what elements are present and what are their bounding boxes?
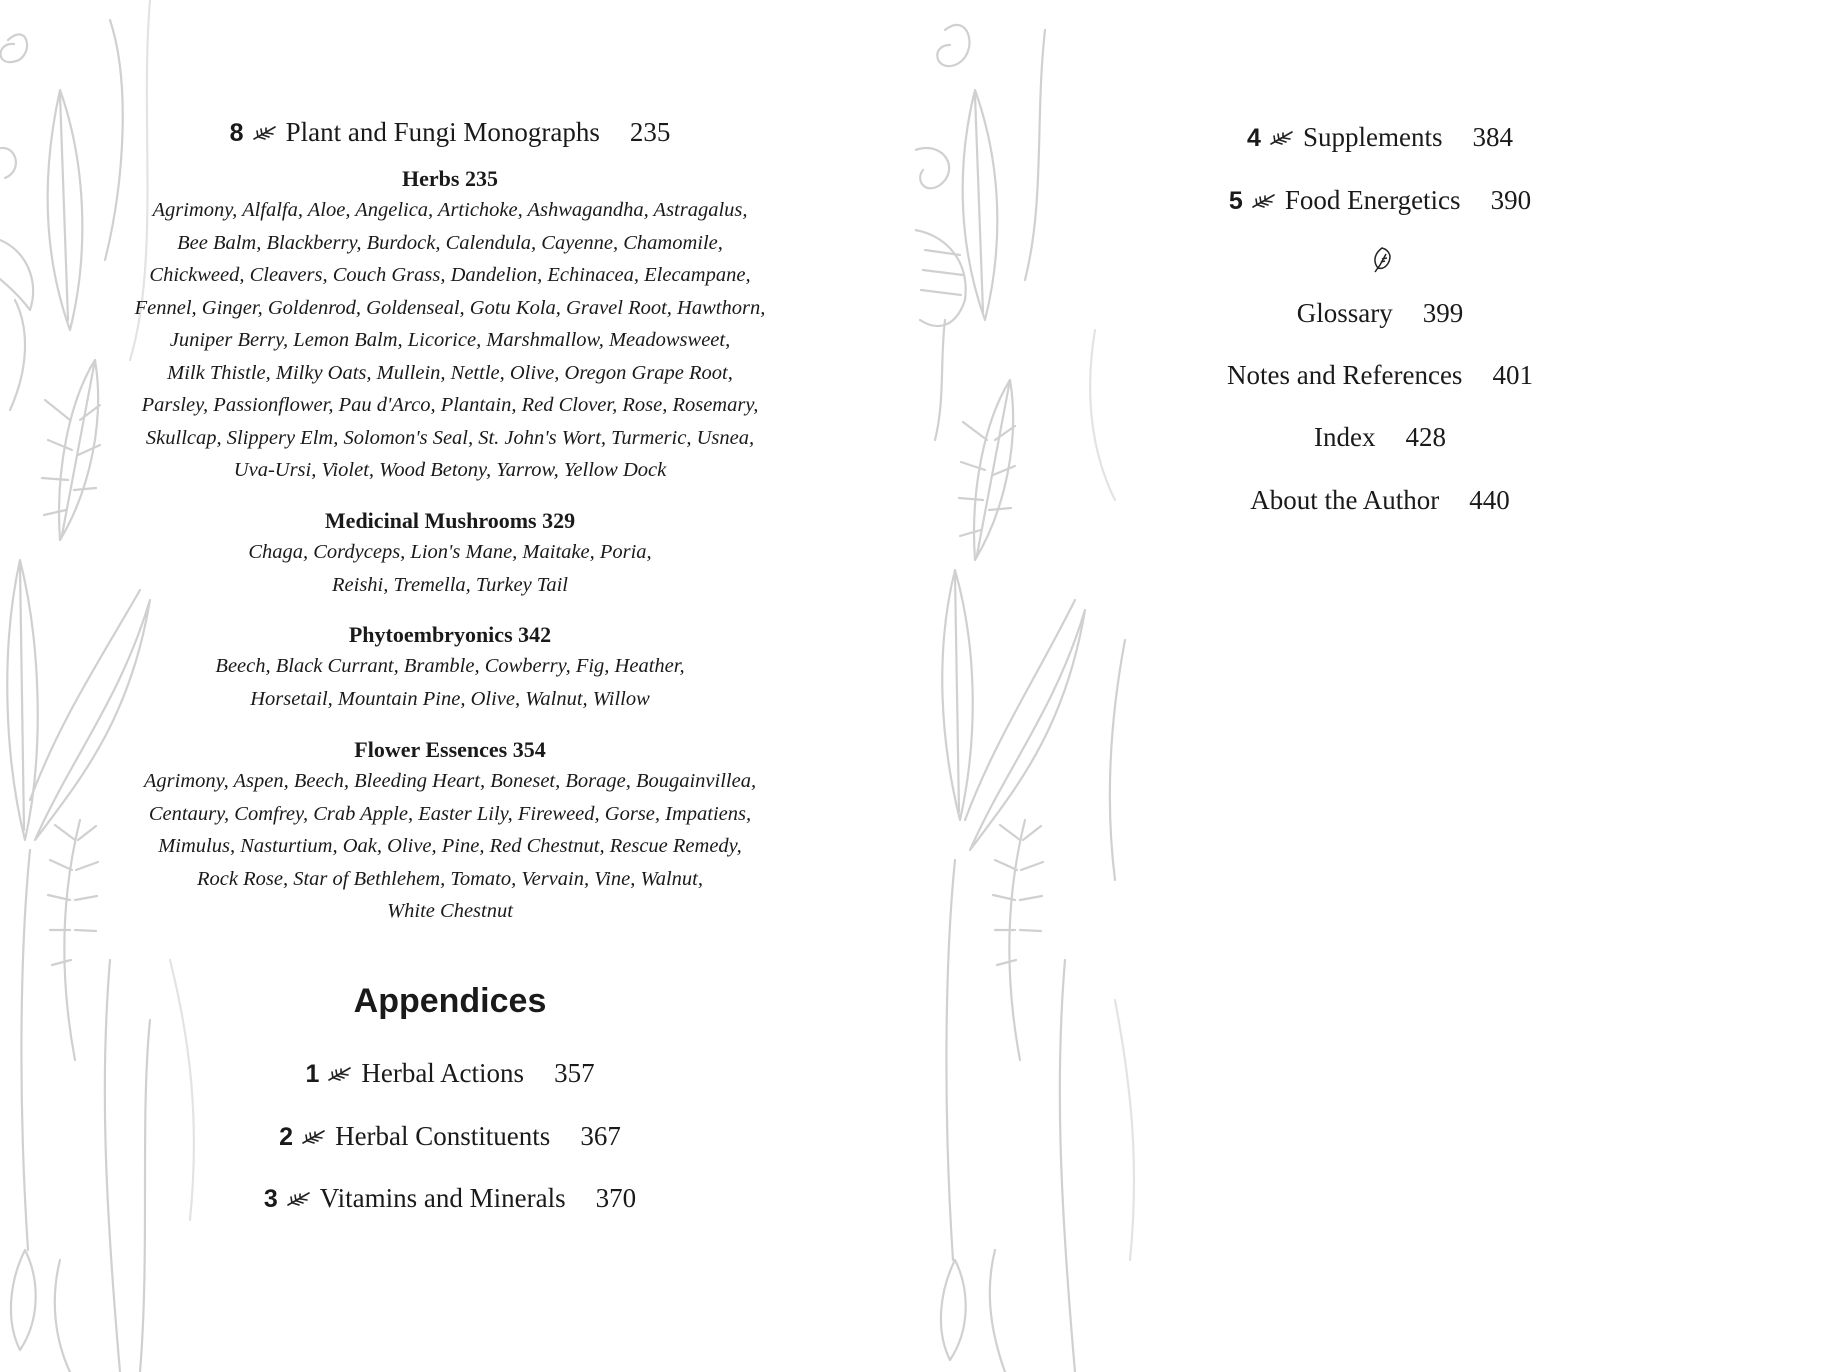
section-text-line: Agrimony, Alfalfa, Aloe, Angelica, Artichoke, Ashwagandha, Astragalus,	[152, 199, 748, 221]
section-heading[interactable]: Herbs 235	[402, 166, 498, 191]
appendix-5-entry[interactable]	[1000, 185, 1760, 216]
appendix-3-entry[interactable]	[100, 1183, 800, 1214]
appendix-number: 3	[263, 1185, 278, 1213]
back-matter-title: Index	[1314, 422, 1376, 452]
fern-icon	[1252, 193, 1276, 209]
section-text-line: Horsetail, Mountain Pine, Olive, Walnut, Willow	[250, 687, 650, 710]
section-heading[interactable]: Phytoembryonics 342	[348, 622, 552, 647]
appendix-2-entry[interactable]	[100, 1121, 800, 1152]
about-the-author-entry[interactable]	[1000, 485, 1760, 516]
appendix-number: 1	[305, 1060, 320, 1088]
fern-icon	[253, 125, 277, 141]
section-heading[interactable]: Flower Essences 354	[354, 737, 546, 762]
section-text-line: Rock Rose, Star of Bethlehem, Tomato, Vervain, Vine, Walnut,	[197, 867, 703, 890]
appendix-page-number: 384	[1472, 122, 1513, 152]
appendix-page-number: 357	[554, 1058, 595, 1088]
section-heading[interactable]: Medicinal Mushrooms 329	[324, 508, 576, 533]
fern-icon	[287, 1191, 311, 1207]
chapter-title: Plant and Fungi Monographs	[285, 117, 600, 147]
appendix-page-number: 390	[1490, 185, 1532, 215]
appendix-number: 2	[279, 1123, 294, 1151]
section-text-line: Uva-Ursi, Violet, Wood Betony, Yarrow, Yellow Dock	[233, 459, 667, 481]
section-text-line: Mimulus, Nasturtium, Oak, Olive, Pine, Red Chestnut, Rescue Remedy,	[158, 835, 742, 857]
appendix-4-entry[interactable]	[1000, 122, 1760, 153]
chapter-page-number: 235	[629, 117, 671, 147]
appendix-title: Food Energetics	[1284, 185, 1461, 215]
back-matter-page-number: 401	[1492, 360, 1533, 390]
section-text-line: Fennel, Ginger, Goldenrod, Goldenseal, Gotu Kola, Gravel Root, Hawthorn,	[134, 296, 766, 319]
appendix-title: Vitamins and Minerals	[319, 1183, 566, 1213]
section-text-line: Juniper Berry, Lemon Balm, Licorice, Marshmallow, Meadowsweet,	[169, 329, 731, 351]
section-text-line: White Chestnut	[387, 900, 513, 922]
fern-icon	[328, 1066, 352, 1082]
section-text-line: Beech, Black Currant, Bramble, Cowberry, Fig, Heather,	[215, 655, 685, 677]
toc-section-herbs	[100, 164, 800, 487]
leaf-ornament-icon	[1370, 246, 1394, 274]
fern-icon	[302, 1129, 326, 1145]
back-matter-title: About the Author	[1250, 485, 1440, 515]
section-text-line: Centaury, Comfrey, Crab Apple, Easter Lily, Fireweed, Gorse, Impatiens,	[148, 802, 752, 825]
appendix-page-number: 367	[580, 1121, 621, 1151]
section-text-line: Bee Balm, Blackberry, Burdock, Calendula, Cayenne, Chamomile,	[177, 231, 723, 254]
notes-and-references-entry[interactable]	[1000, 360, 1760, 391]
back-matter-title: Notes and References	[1227, 360, 1463, 390]
glossary-entry[interactable]	[1000, 298, 1760, 329]
back-matter-page-number: 399	[1422, 298, 1464, 328]
appendix-title: Supplements	[1302, 122, 1443, 152]
section-text-line: Reishi, Tremella, Turkey Tail	[332, 573, 568, 596]
appendix-title: Herbal Constituents	[335, 1121, 551, 1151]
section-text-line: Chaga, Cordyceps, Lion's Mane, Maitake, Poria,	[248, 541, 652, 563]
toc-section-phytoembryonics	[100, 620, 800, 715]
section-text-line: Skullcap, Slippery Elm, Solomon's Seal, St. John's Wort, Turmeric, Usnea,	[145, 426, 755, 449]
fern-icon	[1270, 130, 1294, 146]
section-text-line: Chickweed, Cleavers, Couch Grass, Dandelion, Echinacea, Elecampane,	[149, 264, 751, 286]
section-text-line: Milk Thistle, Milky Oats, Mullein, Nettle, Olive, Oregon Grape Root,	[167, 361, 733, 384]
appendices-heading: Appendices	[353, 982, 547, 1020]
index-entry[interactable]	[1000, 422, 1760, 453]
appendix-number: 4	[1247, 124, 1261, 152]
toc-section-flower-essences	[100, 735, 800, 928]
chapter-8-entry[interactable]	[100, 117, 800, 148]
back-matter-page-number: 440	[1469, 485, 1510, 515]
back-matter-page-number: 428	[1405, 422, 1446, 452]
section-text-line: Parsley, Passionflower, Pau d'Arco, Plantain, Red Clover, Rose, Rosemary,	[141, 394, 759, 416]
back-matter-title: Glossary	[1296, 298, 1393, 328]
section-text-line: Agrimony, Aspen, Beech, Bleeding Heart, Boneset, Borage, Bougainvillea,	[143, 770, 757, 792]
appendix-title: Herbal Actions	[361, 1058, 525, 1088]
toc-section-mushrooms	[100, 506, 800, 601]
chapter-number: 8	[229, 119, 244, 147]
appendix-page-number: 370	[595, 1183, 637, 1213]
appendix-number: 5	[1228, 187, 1243, 215]
appendix-1-entry[interactable]	[100, 1058, 800, 1089]
